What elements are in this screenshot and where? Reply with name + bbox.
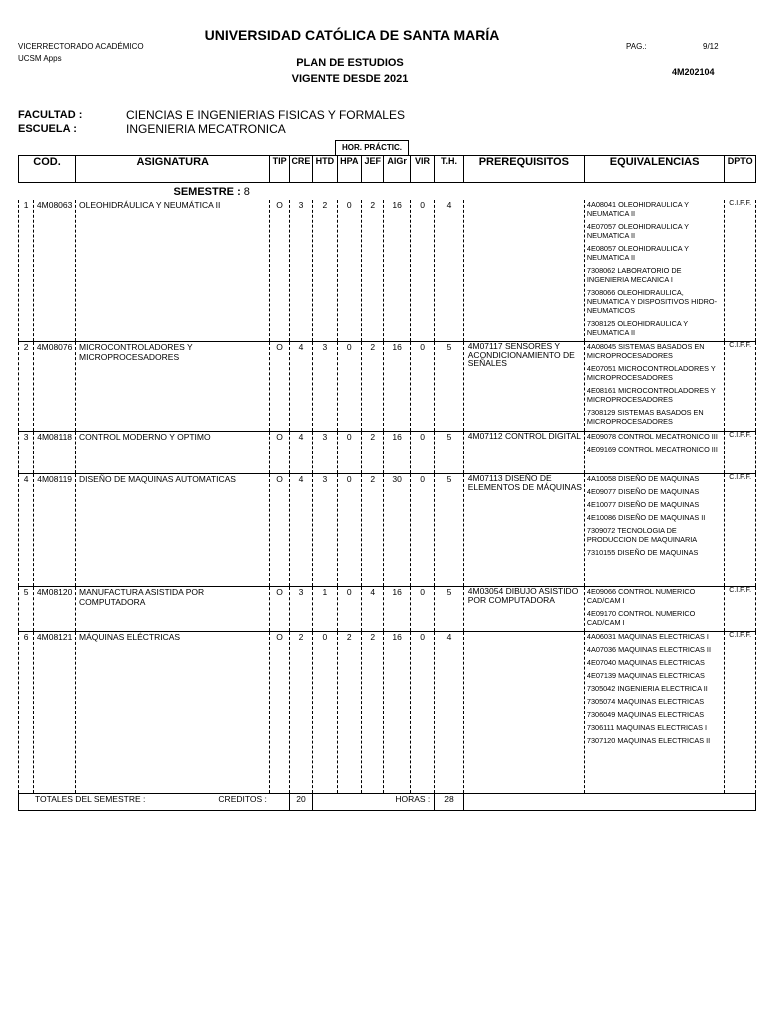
plan-vigencia: VIGENTE DESDE 2021 (291, 73, 409, 85)
course-code: 4M08063 (34, 200, 76, 342)
course-equivalencias (584, 200, 724, 342)
page-number: 9/12 (703, 42, 719, 51)
equivalencia-item: 7309072 TECNOLOGIA DE PRODUCCION DE MAQUINARIA (586, 526, 698, 544)
row-number: 5 (19, 587, 34, 632)
col-aigr: AIGr (384, 156, 410, 183)
equivalencia-item: 7308066 OLEOHIDRAULICA, NEUMATICA Y DISPOSITIVOS HIDRO-NEUMATICOS (586, 288, 718, 315)
course-htd: 1 (313, 587, 337, 632)
equivalencia-item: 7306111 MAQUINAS ELECTRICAS I (586, 723, 708, 732)
equivalencia-item: 4E09077 DISEÑO DE MAQUINAS (586, 487, 700, 496)
course-vir: 0 (410, 587, 434, 632)
course-aigr: 16 (384, 342, 410, 432)
equivalencia-item: 4E08057 OLEOHIDRAULICA Y NEUMATICA II (586, 244, 689, 262)
row-number: 2 (19, 342, 34, 432)
course-jef: 2 (362, 432, 384, 474)
course-jef: 4 (362, 587, 384, 632)
course-vir: 0 (410, 200, 434, 342)
hor-practic-header: HOR. PRÁCTIC. (335, 140, 409, 155)
course-cre: 4 (289, 342, 312, 432)
col-tip: TIP (270, 156, 289, 183)
equivalencia-item: 4E08161 MICROCONTROLADORES Y MICROPROCESADORES (586, 386, 716, 404)
plan-title: PLAN DE ESTUDIOS (296, 57, 404, 69)
equivalencia-item: 4A10058 DISEÑO DE MAQUINAS (586, 474, 700, 483)
equivalencia-item: 7306049 MAQUINAS ELECTRICAS (586, 710, 705, 719)
page-label: PAG.: (626, 42, 647, 51)
course-name: CONTROL MODERNO Y OPTIMO (76, 432, 270, 474)
equivalencia-item: 4E07040 MAQUINAS ELECTRICAS (586, 658, 705, 667)
course-th: 4 (435, 200, 464, 342)
course-th: 4 (435, 632, 464, 794)
equivalencia-item: 7308129 SISTEMAS BASADOS EN MICROPROCESADORES (586, 408, 704, 426)
col-th: T.H. (435, 156, 464, 183)
course-aigr: 30 (384, 474, 410, 587)
vicerrectorado-label: VICERRECTORADO ACADÉMICO (18, 42, 144, 51)
equivalencia-item: 4E10086 DISEÑO DE MAQUINAS II (586, 513, 706, 522)
table-row (19, 474, 756, 587)
course-jef: 2 (362, 342, 384, 432)
col-cre: CRE (289, 156, 312, 183)
course-name: MÁQUINAS ELÉCTRICAS (76, 632, 270, 794)
course-equivalencias (584, 432, 724, 474)
table-row (19, 587, 756, 632)
course-hpa: 0 (337, 432, 361, 474)
apps-label: UCSM Apps (18, 54, 62, 63)
course-th: 5 (435, 432, 464, 474)
semester-value: 8 (243, 185, 250, 198)
row-number: 1 (19, 200, 34, 342)
course-htd: 0 (313, 632, 337, 794)
course-aigr: 16 (384, 200, 410, 342)
creditos-label: CREDITOS : (218, 794, 267, 804)
course-prereq: 4M03054 DIBUJO ASISTIDO POR COMPUTADORA (463, 587, 584, 632)
col-jef: JEF (362, 156, 384, 183)
equivalencia-item: 4E09169 CONTROL MECATRONICO III (586, 445, 718, 454)
equivalencia-item: 4E10077 DISEÑO DE MAQUINAS (586, 500, 700, 509)
courses-table (18, 155, 756, 811)
equivalencia-item: 4A07036 MAQUINAS ELECTRICAS II (586, 645, 711, 654)
course-name: OLEOHIDRÁULICA Y NEUMÁTICA II (76, 200, 270, 342)
table-row (19, 432, 756, 474)
course-equivalencias (584, 474, 724, 587)
course-equivalencias (584, 632, 724, 794)
course-code: 4M08118 (34, 432, 76, 474)
course-cre: 4 (289, 474, 312, 587)
course-name: MICROCONTROLADORES Y MICROPROCESADORES (76, 342, 270, 432)
table-row (19, 200, 756, 342)
col-dpto: DPTO (725, 156, 756, 183)
university-title: UNIVERSIDAD CATÓLICA DE SANTA MARÍA (204, 27, 500, 43)
col-prerequisitos: PREREQUISITOS (463, 156, 584, 183)
course-hpa: 2 (337, 632, 361, 794)
course-aigr: 16 (384, 432, 410, 474)
course-code: 4M08119 (34, 474, 76, 587)
equivalencia-item: 7308125 OLEOHIDRAULICA Y NEUMATICA II (586, 319, 689, 337)
semester-label: SEMESTRE : (173, 185, 241, 198)
course-vir: 0 (410, 474, 434, 587)
course-code: 4M08121 (34, 632, 76, 794)
equivalencia-item: 4E09078 CONTROL MECATRONICO III (586, 432, 718, 441)
total-creditos: 20 (289, 794, 312, 811)
row-number: 3 (19, 432, 34, 474)
course-prereq (463, 200, 584, 342)
equivalencia-item: 4E07051 MICROCONTROLADORES Y MICROPROCESADORES (586, 364, 716, 382)
semester-row (19, 183, 756, 201)
course-jef: 2 (362, 474, 384, 587)
course-name: DISEÑO DE MAQUINAS AUTOMATICAS (76, 474, 270, 587)
plan-code: 4M202104 (672, 67, 715, 77)
equivalencia-item: 7310155 DISEÑO DE MAQUINAS (586, 548, 699, 557)
table-row (19, 632, 756, 794)
course-cre: 4 (289, 432, 312, 474)
col-vir: VIR (410, 156, 434, 183)
escuela-label: ESCUELA : (18, 123, 77, 135)
course-equivalencias (584, 587, 724, 632)
course-th: 5 (435, 587, 464, 632)
course-tip: O (270, 474, 289, 587)
course-hpa: 0 (337, 200, 361, 342)
course-htd: 3 (313, 342, 337, 432)
equivalencia-item: 4E09066 CONTROL NUMERICO CAD/CAM I (586, 587, 696, 605)
col-hpa: HPA (337, 156, 361, 183)
equivalencia-item: 4A06031 MAQUINAS ELECTRICAS I (586, 632, 709, 641)
equivalencia-item: 7305042 INGENIERIA ELECTRICA II (586, 684, 708, 693)
equivalencia-item: 4E09170 CONTROL NUMERICO CAD/CAM I (586, 609, 696, 627)
course-htd: 2 (313, 200, 337, 342)
equivalencia-item: 4E07057 OLEOHIDRAULICA Y NEUMATICA II (586, 222, 689, 240)
row-number: 4 (19, 474, 34, 587)
course-tip: O (270, 632, 289, 794)
equivalencia-item: 7307120 MAQUINAS ELECTRICAS II (586, 736, 711, 745)
course-cre: 3 (289, 587, 312, 632)
course-jef: 2 (362, 200, 384, 342)
course-dpto: C.I.F.F. (725, 200, 756, 342)
facultad-label: FACULTAD : (18, 109, 83, 121)
equivalencia-item: 4A08045 SISTEMAS BASADOS EN MICROPROCESADORES (586, 342, 705, 360)
course-name: MANUFACTURA ASISTIDA POR COMPUTADORA (76, 587, 270, 632)
course-th: 5 (435, 474, 464, 587)
equivalencia-item: 7308062 LABORATORIO DE INGENIERIA MECANICA I (586, 266, 682, 284)
total-horas: 28 (435, 794, 464, 811)
course-dpto: C.I.F.F. (725, 587, 756, 632)
course-dpto: C.I.F.F. (725, 632, 756, 794)
course-hpa: 0 (337, 474, 361, 587)
course-dpto: C.I.F.F. (725, 432, 756, 474)
table-header (19, 156, 756, 183)
course-aigr: 16 (384, 632, 410, 794)
course-tip: O (270, 587, 289, 632)
course-hpa: 0 (337, 587, 361, 632)
course-prereq: 4M07113 DISEÑO DE ELEMENTOS DE MÁQUINAS (463, 474, 584, 587)
course-tip: O (270, 342, 289, 432)
course-code: 4M08120 (34, 587, 76, 632)
course-vir: 0 (410, 632, 434, 794)
totals-row (19, 794, 756, 811)
horas-label: HORAS : (313, 794, 435, 811)
row-number: 6 (19, 632, 34, 794)
escuela-value: INGENIERIA MECATRONICA (126, 122, 286, 136)
course-vir: 0 (410, 432, 434, 474)
course-htd: 3 (313, 474, 337, 587)
course-dpto: C.I.F.F. (725, 474, 756, 587)
course-cre: 2 (289, 632, 312, 794)
equivalencia-item: 7305074 MAQUINAS ELECTRICAS (586, 697, 705, 706)
course-cre: 3 (289, 200, 312, 342)
col-asignatura: ASIGNATURA (76, 156, 270, 183)
course-th: 5 (435, 342, 464, 432)
col-htd: HTD (313, 156, 337, 183)
course-dpto: C.I.F.F. (725, 342, 756, 432)
course-hpa: 0 (337, 342, 361, 432)
course-tip: O (270, 200, 289, 342)
totals-label: TOTALES DEL SEMESTRE : (35, 794, 146, 804)
course-htd: 3 (313, 432, 337, 474)
course-prereq: 4M07112 CONTROL DIGITAL (463, 432, 584, 474)
equivalencia-item: 4E07139 MAQUINAS ELECTRICAS (586, 671, 705, 680)
table-row (19, 342, 756, 432)
course-jef: 2 (362, 632, 384, 794)
course-code: 4M08076 (34, 342, 76, 432)
col-cod: COD. (19, 156, 76, 183)
course-tip: O (270, 432, 289, 474)
course-equivalencias (584, 342, 724, 432)
course-prereq (463, 632, 584, 794)
course-prereq: 4M07117 SENSORES Y ACONDICIONAMIENTO DE SEÑALES (463, 342, 584, 432)
equivalencia-item: 4A08041 OLEOHIDRAULICA Y NEUMATICA II (586, 200, 689, 218)
course-vir: 0 (410, 342, 434, 432)
col-equivalencias: EQUIVALENCIAS (584, 156, 724, 183)
course-aigr: 16 (384, 587, 410, 632)
facultad-value: CIENCIAS E INGENIERIAS FISICAS Y FORMALES (126, 108, 405, 122)
